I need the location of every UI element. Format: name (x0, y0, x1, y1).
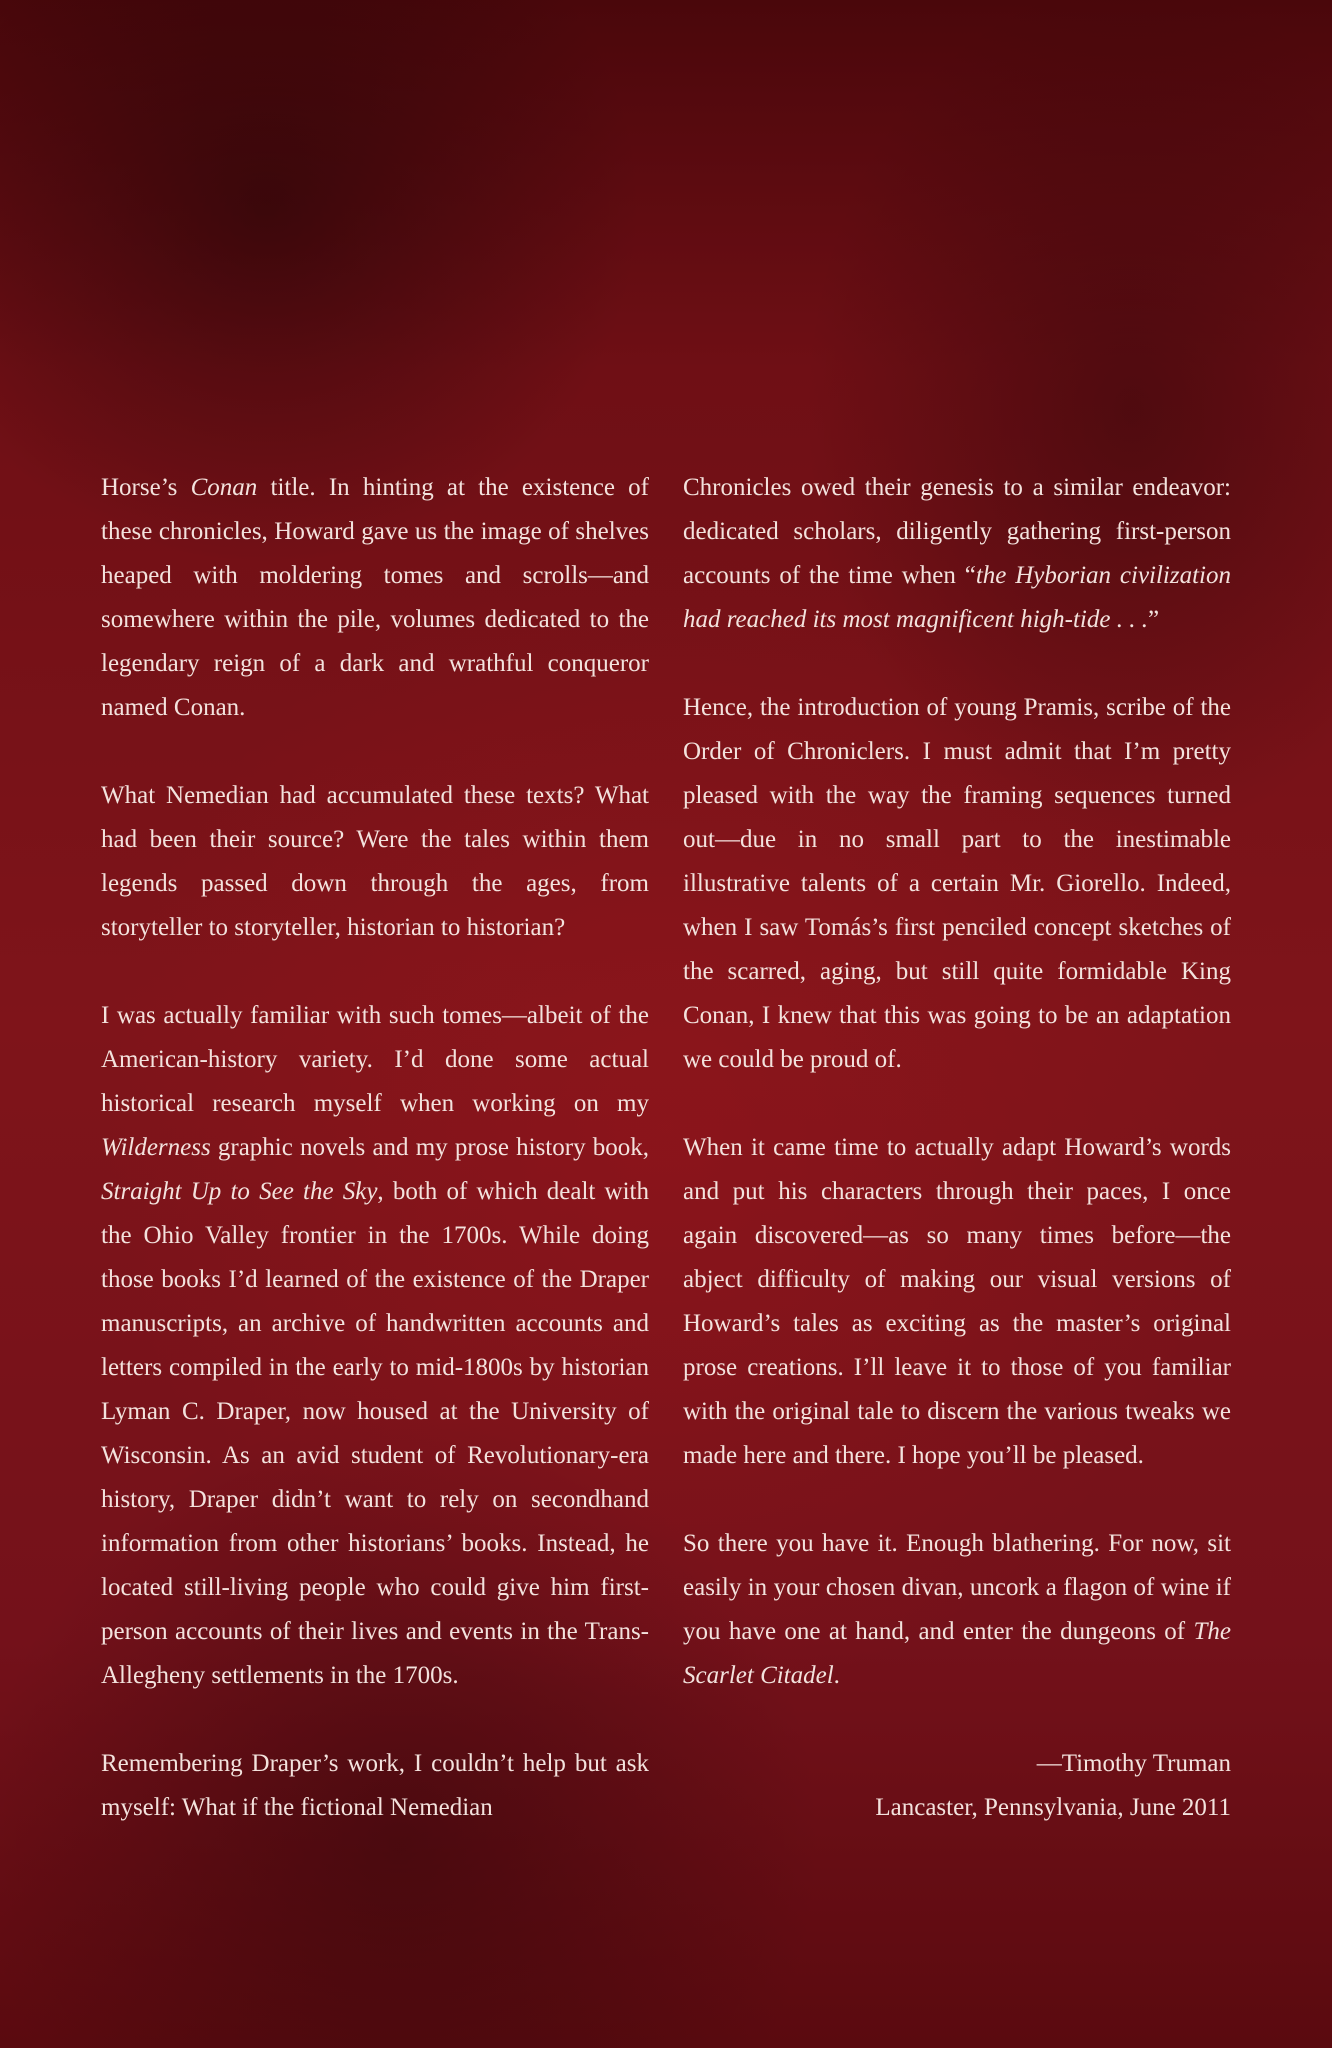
paragraph-draper-manuscripts: I was actually familiar with such tomes—albeit of the American-history variety. I’d done some actual historical research myself when working on my Wilderness graphic novels and my prose history book, Straight Up to See the Sky, both of which dealt with the Ohio Valley frontier in the 1700s. While doing those books I’d learned of the existence of the Draper manuscripts, an archive of handwritten accounts and letters compiled in the early to mid-1800s by historian Lyman C. Draper, now housed at the University of Wisconsin. As an avid student of Revolutionary-era history, Draper didn’t want to rely on secondhand information from other historians’ books. Instead, he located still-living people who could give him first-person accounts of their lives and events in the Trans-Allegheny settlements in the 1700s. (101, 1002, 649, 1689)
signature-place-date: Lancaster, Pennsylvania, June 2011 (875, 1794, 1231, 1821)
signature-block (683, 1742, 1231, 1830)
paragraph-chronicles-genesis: Chronicles owed their genesis to a similar endeavor: dedicated scholars, diligently gathering first-person accounts of the time when “the Hyborian civilization had reached its most magnificent high-tide . . .” (683, 474, 1231, 633)
signature-author: —Timothy Truman (1036, 1750, 1231, 1777)
left-text-column (101, 466, 649, 1830)
paragraph-remembering-draper: Remembering Draper’s work, I couldn’t help but ask myself: What if the fictional Nemedian (101, 1750, 649, 1821)
straight-up-title-italic: Straight Up to See the Sky (101, 1178, 378, 1205)
paragraph-conan-title: Horse’s Conan title. In hinting at the existence of these chronicles, Howard gave us the image of shelves heaped with moldering tomes and scrolls—and somewhere within the pile, volumes dedicated to the legendary reign of a dark and wrathful conqueror named Conan. (101, 474, 649, 721)
wilderness-title-italic: Wilderness (101, 1134, 211, 1161)
hyborian-quote-italic: the Hyborian civilization had reached its most magnificent high-tide . . . (683, 562, 1231, 633)
scarlet-citadel-title-italic: The Scarlet Citadel (683, 1618, 1231, 1689)
paragraph-pramis-introduction: Hence, the introduction of young Pramis, scribe of the Order of Chroniclers. I must admit that I’m pretty pleased with the way the framing sequences turned out—due in no small part to the inestimable illustrative talents of a certain Mr. Giorello. Indeed, when I saw Tomás’s first penciled concept sketches of the scarred, aging, but still quite formidable King Conan, I knew that this was going to be an adaptation we could be proud of. (683, 694, 1231, 1073)
right-text-column (683, 466, 1231, 1874)
paragraph-adapting-howard: When it came time to actually adapt Howard’s words and put his characters through their paces, I once again discovered—as so many times before—the abject difficulty of making our visual versions of Howard’s tales as exciting as the master’s original prose creations. I’ll leave it to those of you familiar with the original tale to discern the various tweaks we made here and there. I hope you’ll be pleased. (683, 1134, 1231, 1469)
paragraph-closing: So there you have it. Enough blathering. For now, sit easily in your chosen divan, uncork a flagon of wine if you have one at hand, and enter the dungeons of The Scarlet Citadel. (683, 1530, 1231, 1689)
conan-title-italic: Conan (190, 474, 258, 501)
paragraph-nemedian-questions: What Nemedian had accumulated these texts? What had been their source? Were the tales within them legends passed down through the ages, from storyteller to storyteller, historian to historian? (101, 782, 649, 941)
